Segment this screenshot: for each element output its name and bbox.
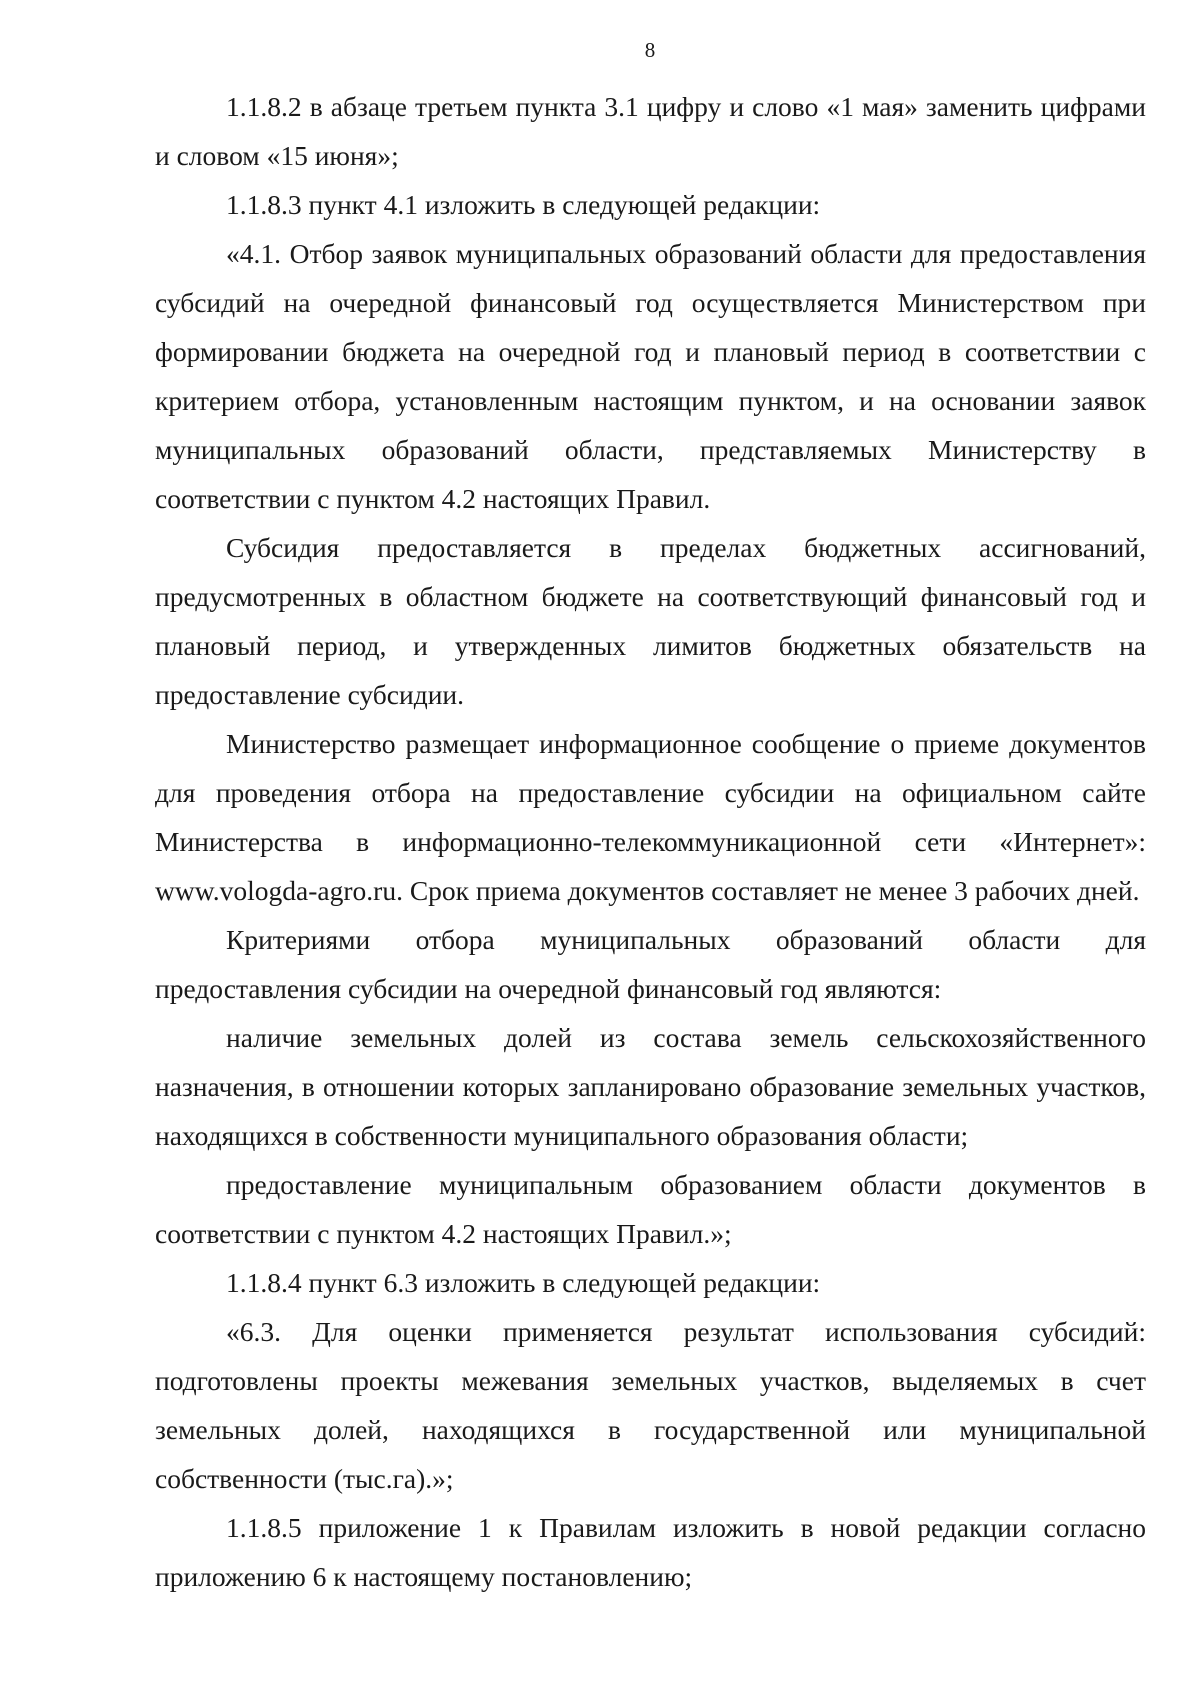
paragraph-criterion-land-shares: наличие земельных долей из состава земель сельскохозяйственного назначения, в отношении которых запланировано образование земельных участков, находящихся в собственности муниципального образования области; (155, 1022, 1146, 1151)
document-body (155, 82, 1146, 1601)
page-number: 8 (644, 38, 656, 62)
paragraph-ministry-announcement: Министерство размещает информационное сообщение о приеме документов для проведения отбора на предоставление субсидии на официальном сайте Министерства в информационно-телекоммуникационной сети «Интернет»: www.vologda-agro.ru. Срок приема документов составляет не менее 3 рабочих дней. (155, 728, 1146, 906)
paragraph-6-3: «6.3. Для оценки применяется результат использования субсидий: подготовлены проекты межевания земельных участков, выделяемых в счет земельных долей, находящихся в государственной или муниципальной собственности (тыс.га).»; (155, 1316, 1146, 1494)
paragraph-1-1-8-4: 1.1.8.4 пункт 6.3 изложить в следующей редакции: (226, 1267, 821, 1298)
paragraph-4-1: «4.1. Отбор заявок муниципальных образований области для предоставления субсидий на очередной финансовый год осуществляется Министерством при формировании бюджета на очередной год и плановый период в соответствии с критерием отбора, установленным настоящим пунктом, и на основании заявок муниципальных образований области, представляемых Министерству в соответствии с пунктом 4.2 настоящих Правил. (155, 238, 1146, 514)
paragraph-1-1-8-5: 1.1.8.5 приложение 1 к Правилам изложить в новой редакции согласно приложению 6 к настоящему постановлению; (155, 1512, 1146, 1592)
paragraph-selection-criteria: Критериями отбора муниципальных образований области для предоставления субсидии на очередной финансовый год являются: (155, 924, 1146, 1004)
paragraph-1-1-8-3: 1.1.8.3 пункт 4.1 изложить в следующей редакции: (226, 189, 821, 220)
paragraph-criterion-documents: предоставление муниципальным образованием области документов в соответствии с пунктом 4.2 настоящих Правил.»; (155, 1169, 1146, 1249)
paragraph-subsidy-limits: Субсидия предоставляется в пределах бюджетных ассигнований, предусмотренных в областном бюджете на соответствующий финансовый год и плановый период, и утвержденных лимитов бюджетных обязательств на предоставление субсидии. (155, 532, 1146, 710)
paragraph-1-1-8-2: 1.1.8.2 в абзаце третьем пункта 3.1 цифру и слово «1 мая» заменить цифрами и словом «15 июня»; (155, 91, 1146, 171)
